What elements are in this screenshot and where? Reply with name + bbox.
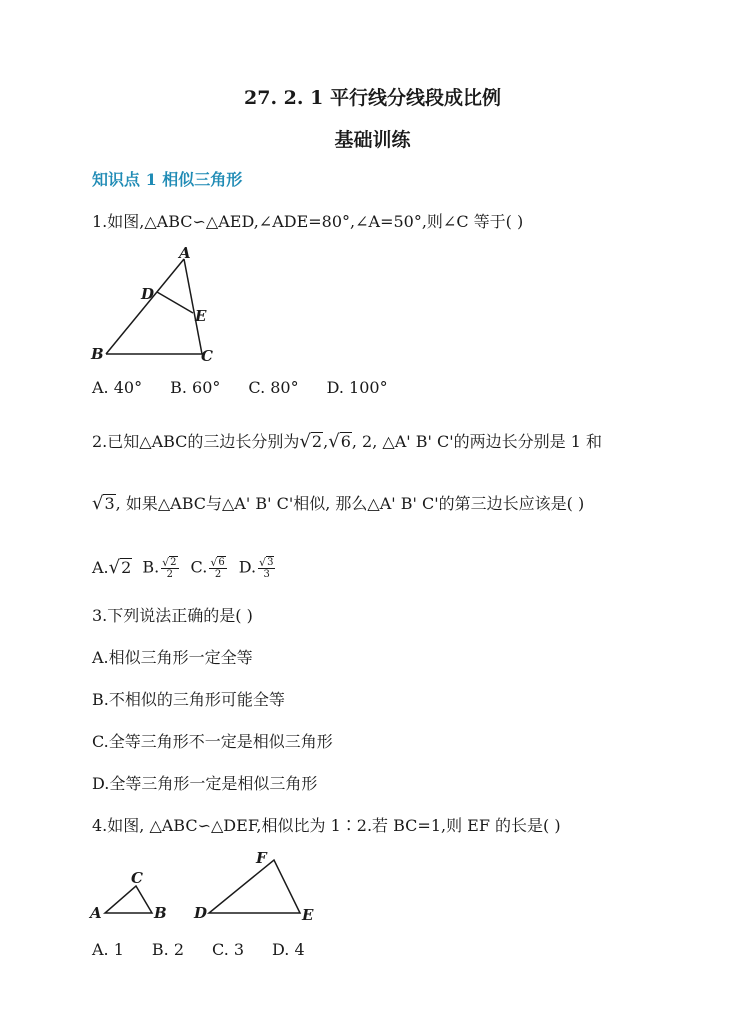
q3-option-a: A.相似三角形一定全等 bbox=[92, 648, 253, 667]
q2-text-3: , 如果△ABC与△A' B' C'相似, 那么△A' B' C'的第三边长应该是( ) bbox=[115, 494, 585, 513]
q2-sqrt-3: √ 3 bbox=[92, 493, 115, 514]
q2-text-2: , 2, △A' B' C'的两边长分别是 1 和 bbox=[351, 432, 602, 451]
q4-option-d: D. 4 bbox=[272, 940, 305, 959]
q1-options bbox=[92, 378, 416, 398]
q2-option-a-radicand: 2 bbox=[121, 557, 132, 577]
label-d: D bbox=[194, 904, 208, 922]
q2-option-b-numerator: 2 bbox=[170, 557, 177, 568]
q2-radicand-3: 3 bbox=[104, 494, 115, 513]
q1-option-c: C. 80° bbox=[248, 378, 299, 397]
q2-option-c-fraction: √ 6 2 bbox=[210, 556, 225, 580]
q2-text-1: 2.已知△ABC的三边长分别为 bbox=[92, 432, 300, 451]
q4-option-b: B. 2 bbox=[151, 940, 185, 959]
q4-triangles-figure bbox=[84, 846, 324, 926]
label-a: A bbox=[179, 244, 191, 262]
label-c: C bbox=[131, 869, 143, 887]
triangle-def bbox=[209, 860, 300, 913]
q2-option-c-prefix: C. bbox=[190, 557, 208, 577]
q2-stem-line1 bbox=[92, 432, 602, 452]
q2-radicand-6: 6 bbox=[340, 432, 351, 451]
label-a: A bbox=[90, 904, 102, 922]
segment-de bbox=[157, 292, 193, 313]
q2-option-b-denominator: 2 bbox=[166, 569, 174, 580]
q2-stem-line2 bbox=[92, 494, 584, 514]
q2-option-c-numerator: 6 bbox=[218, 557, 225, 568]
label-c: C bbox=[201, 347, 213, 365]
label-b: B bbox=[154, 904, 167, 922]
page-subtitle: 基础训练 bbox=[334, 129, 411, 151]
q2-radicand-2: 2 bbox=[311, 432, 323, 451]
q2-option-b-prefix: B. bbox=[142, 557, 160, 577]
q4-option-c: C. 3 bbox=[212, 940, 245, 959]
q2-option-c-denominator: 2 bbox=[214, 569, 222, 580]
q2-option-d-fraction: √ 3 3 bbox=[259, 556, 274, 580]
page-title: 27. 2. 1 平行线分线段成比例 bbox=[244, 87, 501, 109]
q2-option-d-denominator: 3 bbox=[263, 569, 270, 580]
q2-options bbox=[92, 556, 287, 582]
q2-sqrt-6: √ 6 bbox=[328, 431, 351, 452]
q2-option-a-prefix: A. bbox=[92, 557, 109, 577]
q2-option-b bbox=[142, 556, 180, 580]
q3-option-d: D.全等三角形一定是相似三角形 bbox=[92, 774, 318, 793]
label-f: F bbox=[256, 849, 267, 867]
q2-option-d bbox=[239, 556, 278, 580]
q1-stem: 1.如图,△ABC∽△AED,∠ADE=80°,∠A=50°,则∠C 等于( ) bbox=[92, 212, 524, 231]
q2-option-b-fraction: √ 2 2 bbox=[162, 556, 177, 580]
label-b: B bbox=[91, 345, 104, 363]
q2-option-c bbox=[191, 556, 229, 580]
q2-comma: , bbox=[323, 432, 329, 451]
q3-stem: 3.下列说法正确的是( ) bbox=[92, 606, 253, 625]
q4-option-a: A. 1 bbox=[92, 940, 124, 959]
triangle-abc bbox=[105, 886, 152, 913]
q2-option-d-numerator: 3 bbox=[267, 557, 274, 568]
q3-option-b: B.不相似的三角形可能全等 bbox=[92, 690, 285, 709]
q1-option-b: B. 60° bbox=[170, 378, 221, 397]
q2-option-d-prefix: D. bbox=[238, 557, 257, 577]
label-e: E bbox=[195, 307, 207, 325]
segment-ab bbox=[106, 259, 184, 354]
q1-option-d: D. 100° bbox=[326, 378, 388, 397]
q1-triangle-figure bbox=[88, 244, 228, 368]
section-heading: 知识点 1 相似三角形 bbox=[92, 170, 243, 189]
q4-options bbox=[92, 940, 333, 960]
q4-stem: 4.如图, △ABC∽△DEF,相似比为 1∶2.若 BC=1,则 EF 的长是( ) bbox=[92, 816, 561, 835]
q3-option-c: C.全等三角形不一定是相似三角形 bbox=[92, 732, 333, 751]
q2-option-a-sqrt: √ 2 bbox=[108, 556, 132, 578]
label-d: D bbox=[141, 285, 155, 303]
q2-option-a bbox=[92, 558, 132, 578]
label-e: E bbox=[302, 906, 314, 924]
q2-sqrt-2: √ 2 bbox=[299, 431, 323, 452]
q1-option-a: A. 40° bbox=[92, 378, 143, 397]
